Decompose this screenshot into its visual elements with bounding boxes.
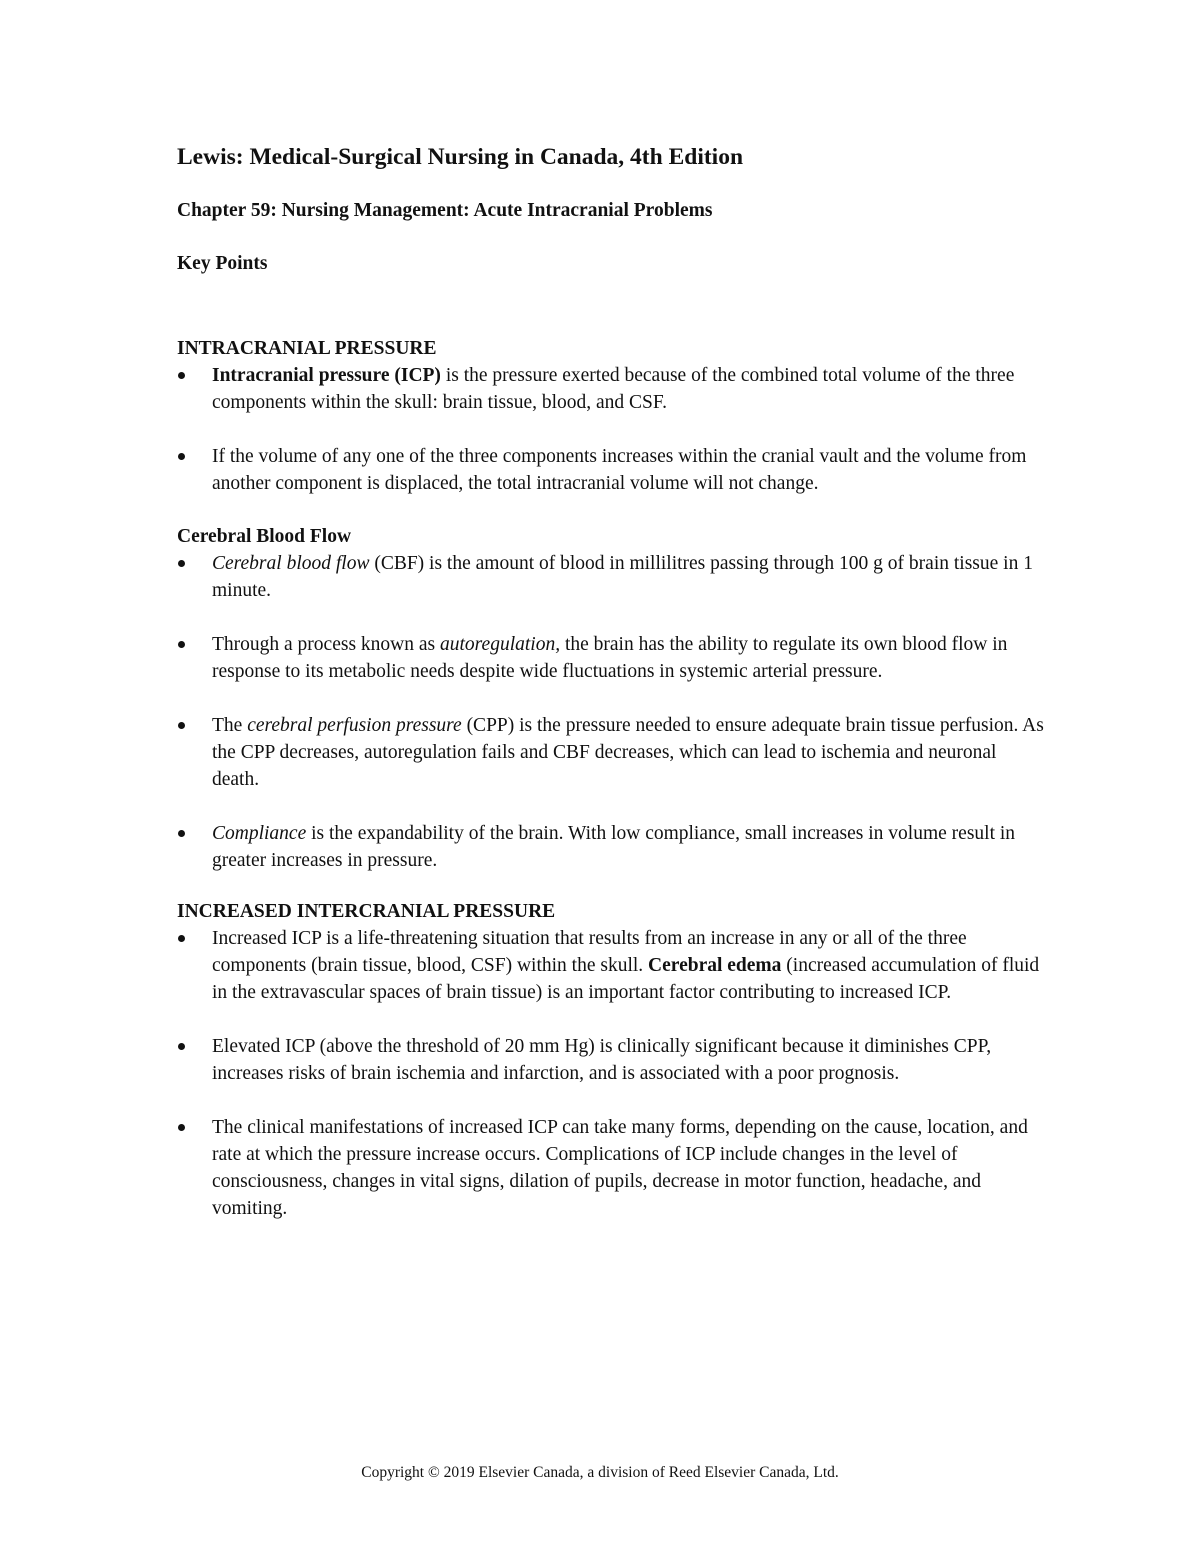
book-title: Lewis: Medical-Surgical Nursing in Canada, 4th Edition bbox=[177, 144, 744, 170]
bullet-item bbox=[177, 820, 1047, 874]
bullet-item bbox=[177, 925, 1047, 1006]
bullet-text: (increased accumulation of fluid in the extravascular spaces of brain tissue) is an important factor contributing to increased ICP. bbox=[212, 955, 1040, 1003]
bullet-text: is the pressure exerted because of the combined total volume of the three components within the skull: brain tissue, blood, and CSF. bbox=[212, 365, 1015, 413]
icp-bullet-list bbox=[177, 362, 1047, 497]
bullet-icon bbox=[178, 372, 185, 379]
section-heading-intracranial-pressure: INTRACRANIAL PRESSURE bbox=[177, 338, 437, 359]
term-italic: Cerebral blood flow bbox=[212, 553, 370, 574]
bullet-item bbox=[177, 1033, 1047, 1087]
section-heading-increased-intercranial-pressure: INCREASED INTERCRANIAL PRESSURE bbox=[177, 901, 556, 922]
cbf-bullet-list bbox=[177, 550, 1047, 874]
term-bold: Intracranial pressure bbox=[212, 365, 390, 386]
bullet-item bbox=[177, 443, 1047, 497]
bullet-text: (CPP) is the pressure needed to ensure adequate brain tissue perfusion. As the CPP decreases, autoregulation fails and CBF decreases, which can lead to ischemia and neuronal death. bbox=[212, 715, 1044, 790]
bullet-item bbox=[177, 631, 1047, 685]
term-italic: autoregulation, bbox=[440, 634, 561, 655]
bullet-text-pre: Increased ICP is a life-threatening situation that results from an increase in any or all of the three components (brain tissue, blood, CSF) within the skull. bbox=[212, 928, 967, 976]
chapter-title: Chapter 59: Nursing Management: Acute Intracranial Problems bbox=[177, 200, 713, 221]
bullet-icon bbox=[178, 722, 185, 729]
term-bold: Cerebral edema bbox=[648, 955, 782, 976]
bullet-icon bbox=[178, 1043, 185, 1050]
bullet-item bbox=[177, 362, 1047, 416]
bullet-text: the brain has the ability to regulate its own blood flow in response to its metabolic needs despite wide fluctuations in systemic arterial pressure. bbox=[212, 634, 1008, 682]
bullet-icon bbox=[178, 560, 185, 567]
bullet-item bbox=[177, 712, 1047, 793]
bullet-icon bbox=[178, 453, 185, 460]
bullet-item bbox=[177, 550, 1047, 604]
bullet-text-pre: The bbox=[212, 715, 248, 736]
bullet-icon bbox=[178, 1124, 185, 1131]
iicp-bullet-list bbox=[177, 925, 1047, 1222]
bullet-text: The clinical manifestations of increased ICP can take many forms, depending on the cause, location, and rate at which the pressure increase occurs. Complications of ICP include changes in the level of consciousness, changes in vital signs, dilation of pupils, decrease in motor function, headache, and vomiting. bbox=[212, 1117, 1028, 1219]
bullet-icon bbox=[178, 830, 185, 837]
document-page bbox=[177, 140, 1047, 1222]
bullet-text-pre: Through a process known as bbox=[212, 634, 440, 655]
bullet-text: Elevated ICP (above the threshold of 20 mm Hg) is clinically significant because it diminishes CPP, increases risks of brain ischemia and infarction, and is associated with a poor prognosis. bbox=[212, 1036, 992, 1084]
bullet-text: is the expandability of the brain. With low compliance, small increases in volume result in greater increases in pressure. bbox=[212, 823, 1016, 871]
bullet-item bbox=[177, 1114, 1047, 1222]
bullet-icon bbox=[178, 935, 185, 942]
term-italic: Compliance bbox=[212, 823, 307, 844]
copyright-footer: Copyright © 2019 Elsevier Canada, a division of Reed Elsevier Canada, Ltd. bbox=[361, 1464, 839, 1481]
bullet-icon bbox=[178, 641, 185, 648]
bullet-text: (CBF) is the amount of blood in millilitres passing through 100 g of brain tissue in 1 minute. bbox=[212, 553, 1033, 601]
term-italic: cerebral perfusion pressure bbox=[247, 715, 462, 736]
term-abbr: (ICP) bbox=[394, 365, 441, 386]
key-points-label: Key Points bbox=[177, 253, 268, 274]
section-heading-cerebral-blood-flow: Cerebral Blood Flow bbox=[177, 526, 352, 547]
bullet-text: If the volume of any one of the three components increases within the cranial vault and the volume from another component is displaced, the total intracranial volume will not change. bbox=[212, 446, 1027, 494]
